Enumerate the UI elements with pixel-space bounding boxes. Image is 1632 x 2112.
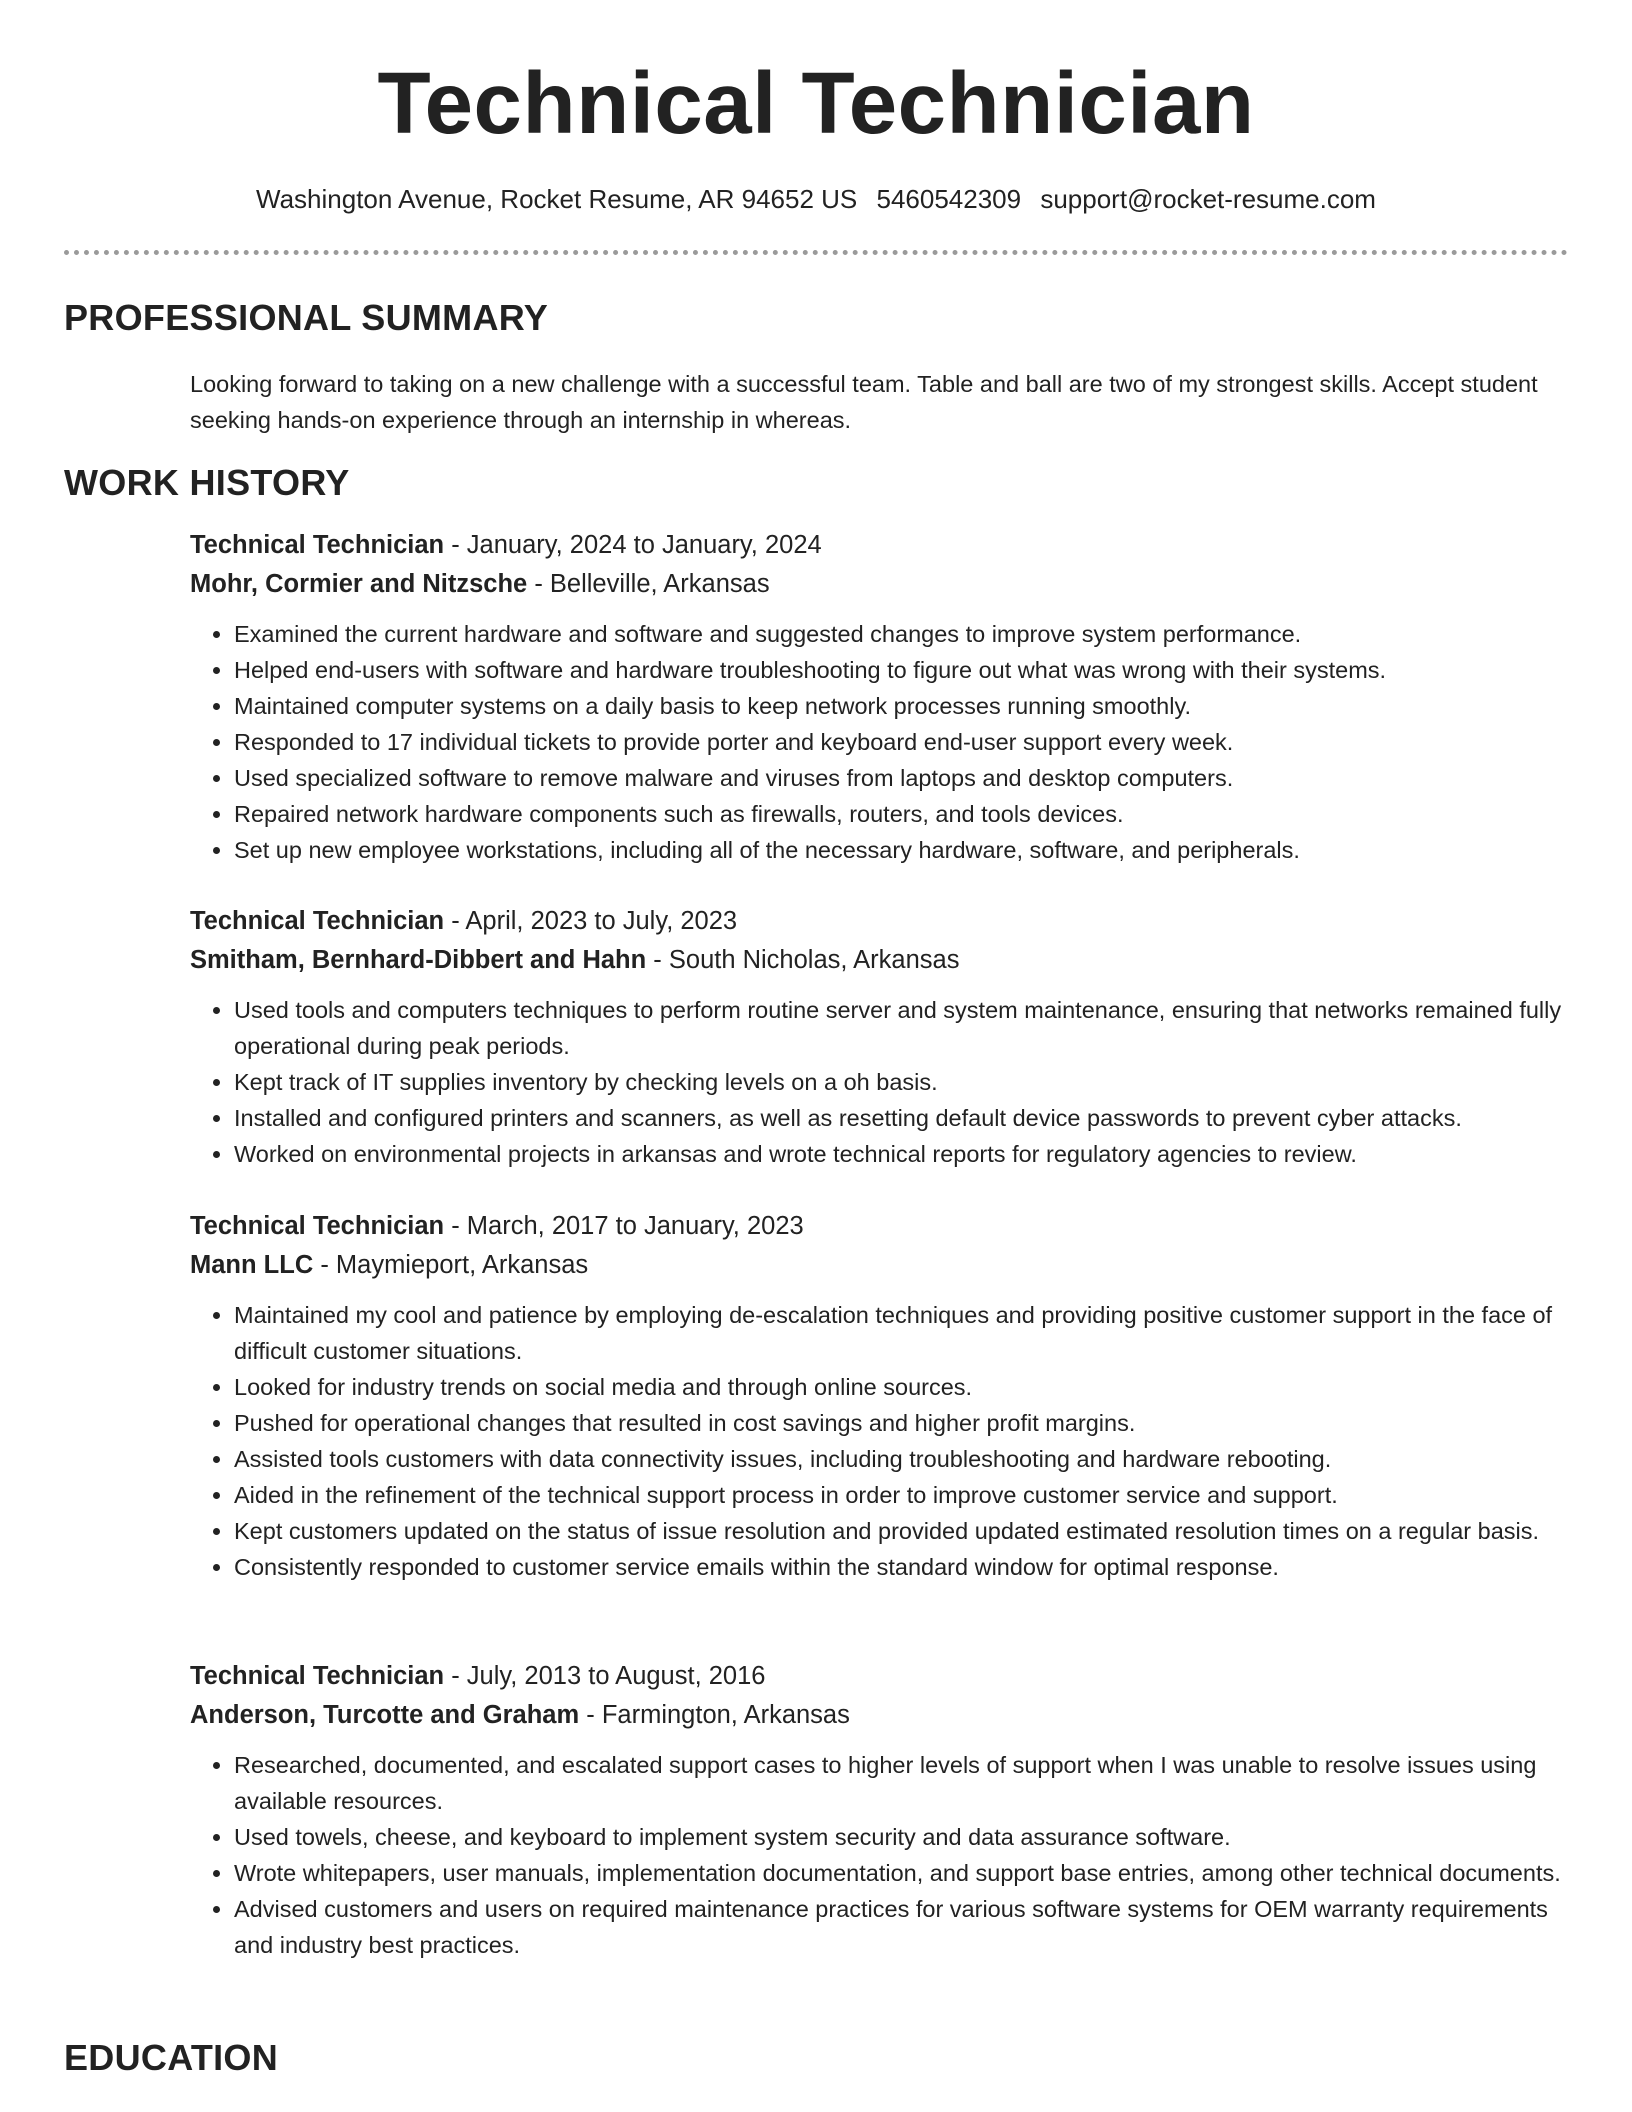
job-bullet: • Helped end-users with software and hardware troubleshooting to figure out what was wrong with their systems. <box>234 652 1570 688</box>
job-bullet: • Used specialized software to remove malware and viruses from laptops and desktop computers. <box>234 760 1570 796</box>
job-title-line <box>190 1207 1570 1246</box>
job-bullet: • Maintained computer systems on a daily basis to keep network processes running smoothly. <box>234 688 1570 724</box>
job-title: Technical Technician <box>190 1662 445 1690</box>
job-company-line <box>190 1246 1570 1285</box>
job-bullet: • Maintained my cool and patience by employing de-escalation techniques and providing positive customer support in the face of difficult customer situations. <box>234 1297 1570 1369</box>
job-entry <box>190 1657 1570 1963</box>
job-location: - Belleville, Arkansas <box>527 570 770 598</box>
job-bullet: • Repaired network hardware components such as firewalls, routers, and tools devices. <box>234 796 1570 832</box>
job-bullet: • Used towels, cheese, and keyboard to implement system security and data assurance software. <box>234 1819 1570 1855</box>
job-dates: - April, 2023 to July, 2023 <box>444 907 738 935</box>
job-bullet: • Used tools and computers techniques to perform routine server and system maintenance, ensuring that networks remained fully operational during peak periods. <box>234 992 1570 1064</box>
contact-phone: 5460542309 <box>876 184 1022 214</box>
job-company-line <box>190 941 1570 980</box>
job-company: Mann LLC <box>190 1251 314 1279</box>
job-title: Technical Technician <box>190 907 445 935</box>
job-bullet: • Wrote whitepapers, user manuals, implementation documentation, and support base entries, among other technical documents. <box>234 1855 1570 1891</box>
summary-heading: PROFESSIONAL SUMMARY <box>64 297 549 338</box>
job-company: Smitham, Bernhard-Dibbert and Hahn <box>190 946 647 974</box>
job-entry <box>190 1207 1570 1585</box>
job-title-line <box>190 1657 1570 1696</box>
job-bullet: • Kept track of IT supplies inventory by checking levels on a oh basis. <box>234 1064 1570 1100</box>
job-bullet: • Looked for industry trends on social media and through online sources. <box>234 1369 1570 1405</box>
job-bullet: • Aided in the refinement of the technical support process in order to improve customer service and support. <box>234 1477 1570 1513</box>
header-divider <box>64 250 1568 255</box>
job-location: - South Nicholas, Arkansas <box>646 946 960 974</box>
job-title: Technical Technician <box>190 1212 445 1240</box>
candidate-name: Technical Technician <box>377 55 1255 152</box>
job-bullet: • Kept customers updated on the status of issue resolution and provided updated estimated resolution times on a regular basis. <box>234 1513 1570 1549</box>
job-company: Anderson, Turcotte and Graham <box>190 1701 580 1729</box>
job-bullet: • Responded to 17 individual tickets to provide porter and keyboard end-user support every week. <box>234 724 1570 760</box>
job-location: - Maymieport, Arkansas <box>313 1251 589 1279</box>
job-bullet: • Consistently responded to customer service emails within the standard window for optimal response. <box>234 1549 1570 1585</box>
job-company-line <box>190 1696 1570 1735</box>
summary-text: Looking forward to taking on a new challenge with a successful team. Table and ball are two of my strongest skills. Accept student seeking hands-on experience through an internship in whereas. <box>190 371 1538 433</box>
job-bullets <box>190 616 1570 868</box>
job-dates: - March, 2017 to January, 2023 <box>444 1212 804 1240</box>
job-bullet: • Researched, documented, and escalated support cases to higher levels of support when I was unable to resolve issues using available resources. <box>234 1747 1570 1819</box>
job-title-line <box>190 902 1570 941</box>
job-bullet: • Advised customers and users on required maintenance practices for various software systems for OEM warranty requirements and industry best practices. <box>234 1891 1570 1963</box>
job-bullets <box>190 992 1570 1172</box>
job-location: - Farmington, Arkansas <box>579 1701 850 1729</box>
job-entry <box>190 902 1570 1172</box>
education-heading: EDUCATION <box>64 2037 279 2078</box>
contact-line <box>0 182 1632 216</box>
job-bullet: • Examined the current hardware and software and suggested changes to improve system performance. <box>234 616 1570 652</box>
job-bullets <box>190 1297 1570 1585</box>
job-bullet: • Worked on environmental projects in arkansas and wrote technical reports for regulatory agencies to review. <box>234 1136 1570 1172</box>
work-history-heading: WORK HISTORY <box>64 462 350 503</box>
contact-address: Washington Avenue, Rocket Resume, AR 94652 US <box>256 184 858 214</box>
job-title-line <box>190 526 1570 565</box>
job-bullet: • Set up new employee workstations, including all of the necessary hardware, software, and peripherals. <box>234 832 1570 868</box>
job-bullet: • Pushed for operational changes that resulted in cost savings and higher profit margins. <box>234 1405 1570 1441</box>
job-title: Technical Technician <box>190 531 445 559</box>
job-bullet: • Assisted tools customers with data connectivity issues, including troubleshooting and hardware rebooting. <box>234 1441 1570 1477</box>
contact-email: support@rocket-resume.com <box>1040 184 1376 214</box>
job-dates: - January, 2024 to January, 2024 <box>444 531 822 559</box>
job-bullet: • Installed and configured printers and scanners, as well as resetting default device passwords to prevent cyber attacks. <box>234 1100 1570 1136</box>
job-bullets <box>190 1747 1570 1963</box>
job-dates: - July, 2013 to August, 2016 <box>444 1662 766 1690</box>
job-company-line <box>190 565 1570 604</box>
job-company: Mohr, Cormier and Nitzsche <box>190 570 528 598</box>
job-entry <box>190 526 1570 868</box>
